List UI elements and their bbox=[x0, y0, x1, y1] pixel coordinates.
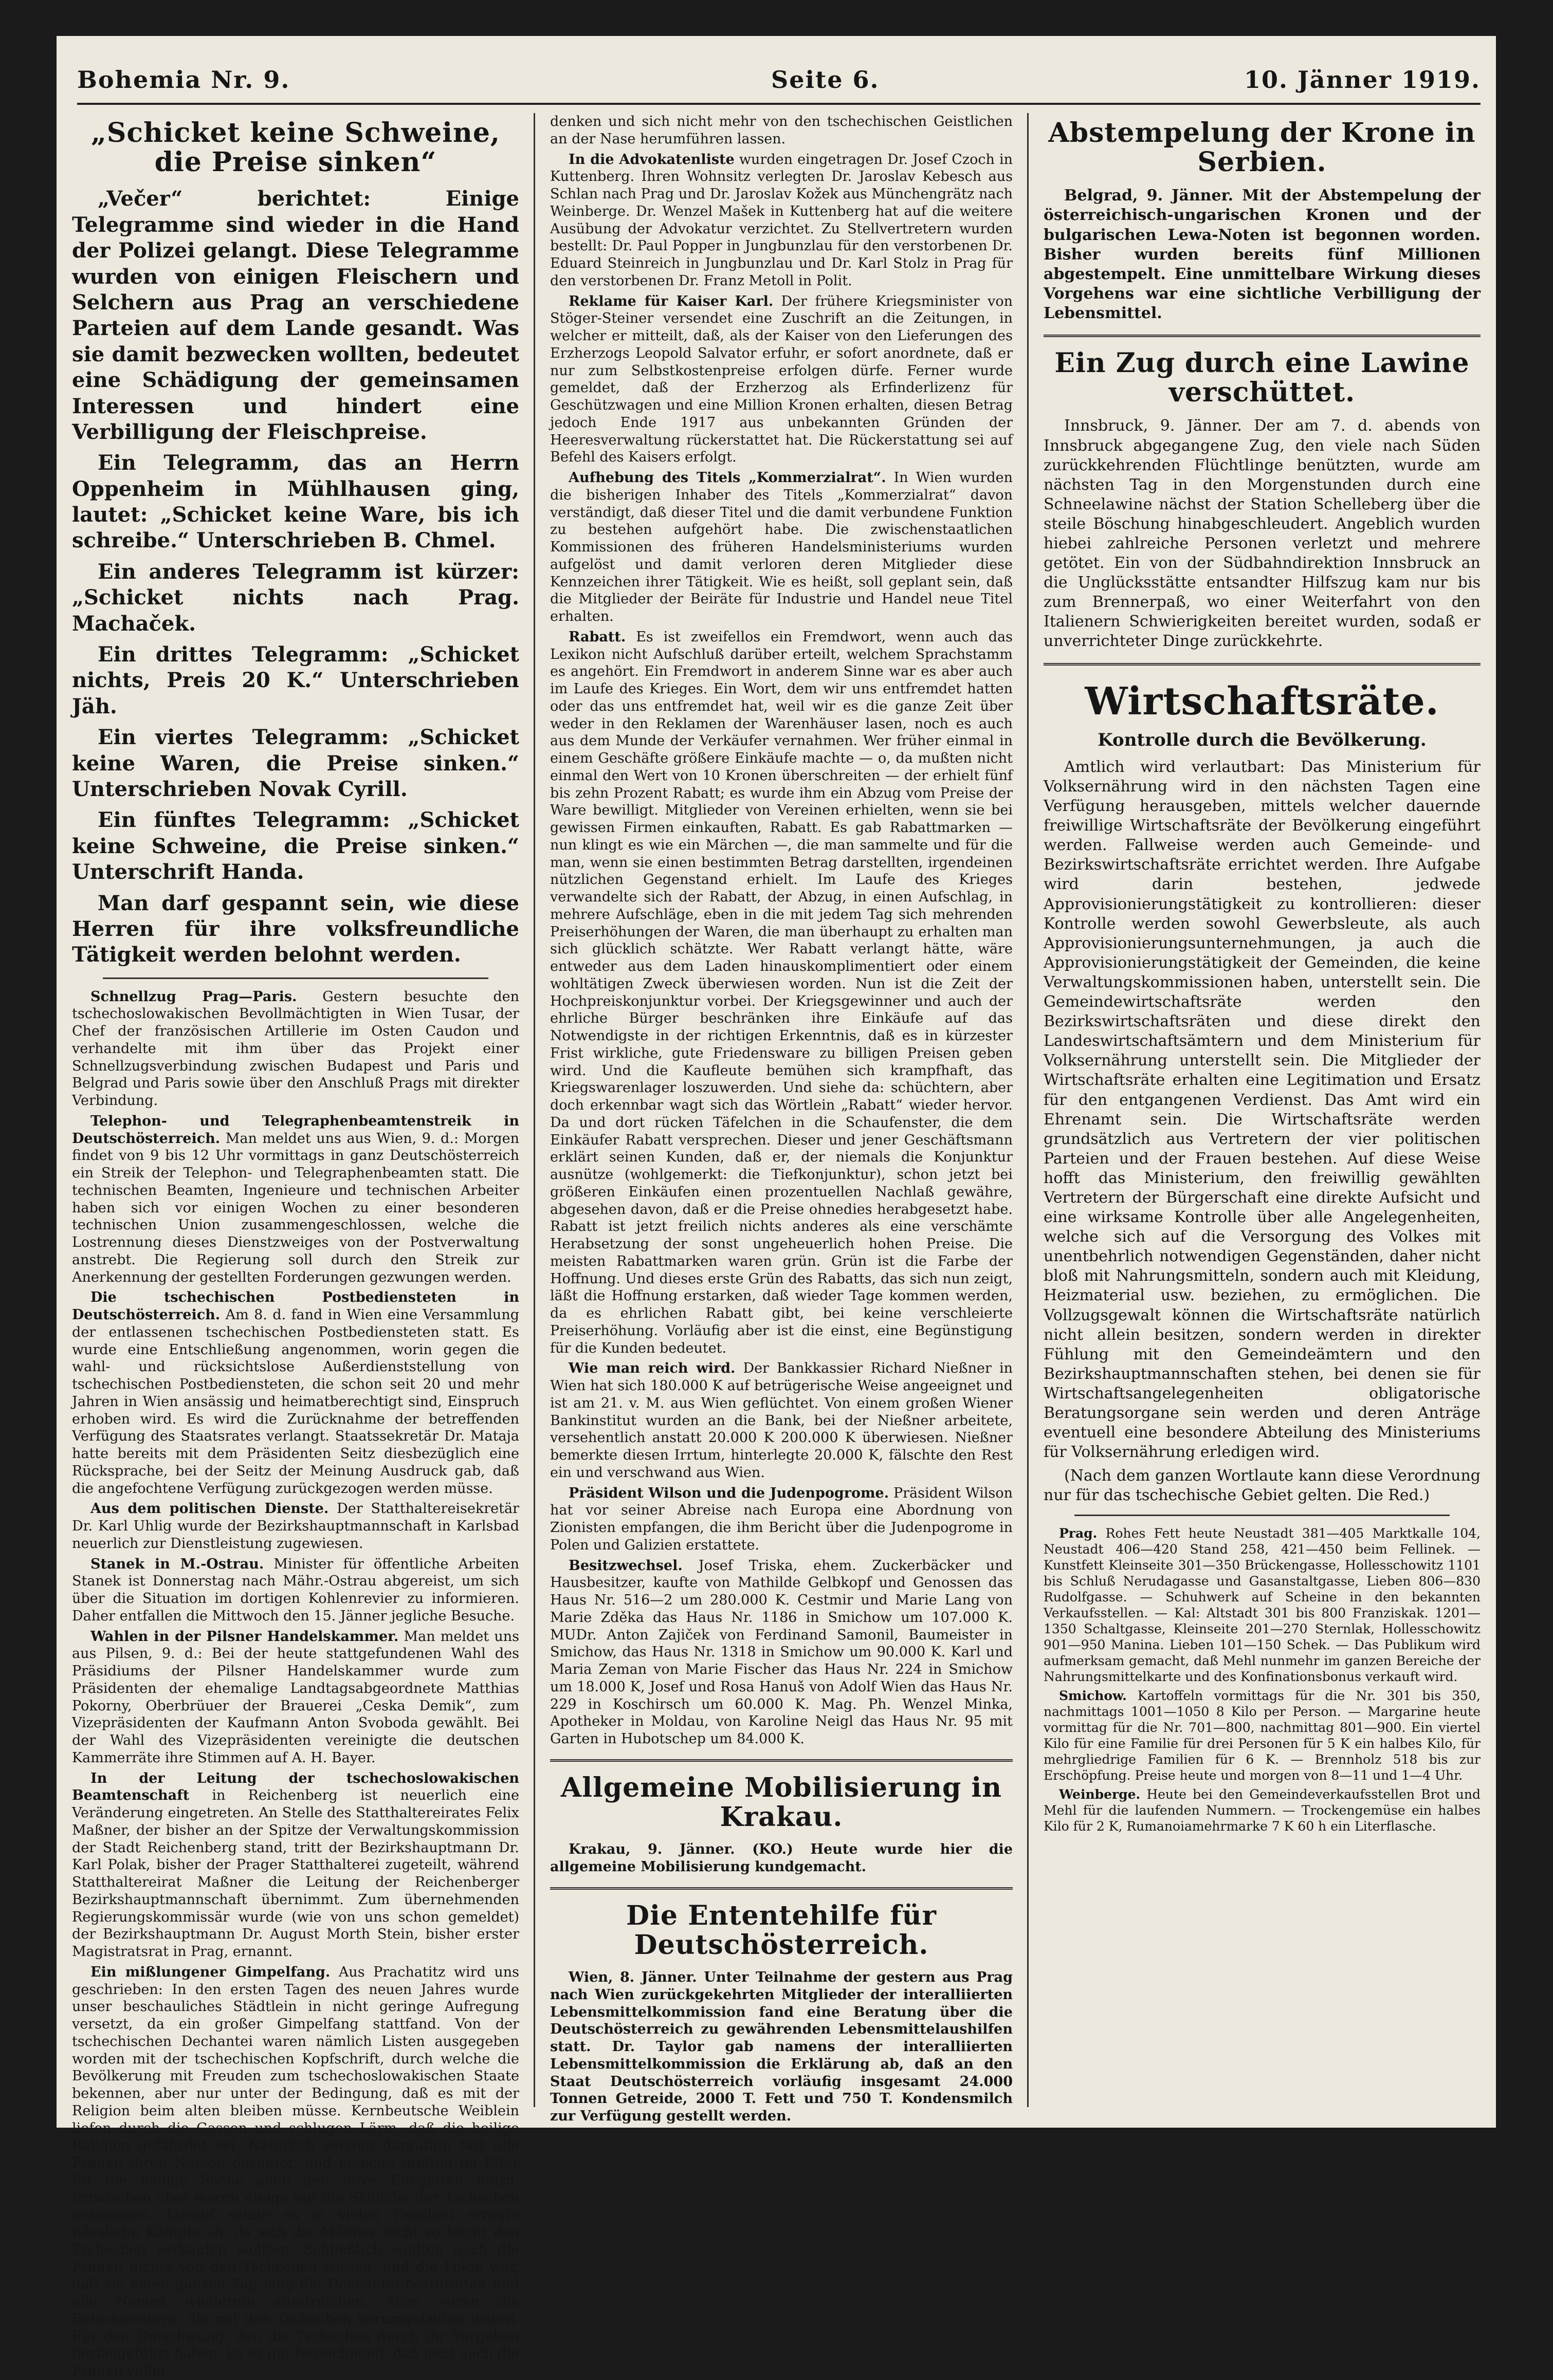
brief-text: Gestern besuchte den tschechoslowakischen Bevollmächtigten in Wien Tusar, der Chef der französischen Artillerie im Osten Caudon und verhandelte mit ihm über das Projekt einer Schnellzugsverbindung zwischen Budapest und Paris und Belgrad und Paris sowie über den Anschluß Prags mit direkter Verbindung. bbox=[72, 988, 519, 1109]
brief-lead: Besitzwechsel. bbox=[569, 1557, 683, 1574]
separator bbox=[1044, 663, 1481, 666]
article-subtitle: Kontrolle durch die Bevölkerung. bbox=[1098, 729, 1427, 750]
article-body bbox=[1044, 758, 1481, 1506]
brief-lead: In der Leitung der tschechoslowakischen Beamtenschaft bbox=[72, 1770, 519, 1804]
news-brief bbox=[550, 1557, 1013, 1748]
brief-lead: Prag. bbox=[1059, 1526, 1098, 1541]
news-brief bbox=[550, 1360, 1013, 1481]
brief-text: wurden eingetragen Dr. Josef Czoch in Kuttenberg. Ihren Wohnsitz verlegten Dr. Jaroslav Kebesch aus Schlan nach Prag und Dr. Jaroslav Kožek aus Münchengrätz nach Weinberge. Dr. Wenzel Mašek in Kuttenberg hat auf die weitere Ausübung der Advokatur verzichtet. Zu Stellvertretern wurden bestellt: Dr. Paul Popper in Jungbunzlau für den verstorbenen Dr. Eduard Steinreich in Jungbunzlau und Dr. Karl Stolz in Prag für den verstorbenen Dr. Franz Metoll in Polit. bbox=[550, 151, 1013, 289]
paragraph: Amtlich wird verlautbart: Das Ministerium für Volksernährung wird in den nächsten Tagen eine Verfügung herausgeben, mittels welcher dauernde freiwillige Wirtschaftsräte der Bevölkerung eingeführt werden. Fallweise werden auch Gemeinde- und Bezirkswirtschaftsräte errichtet werden. Ihre Aufgabe wird darin bestehen, jedwede Approvisionierungstätigkeit zu kontrollieren: dieser Kontrolle werden sowohl Gewerbsleute, als auch Approvisionierungsunternehmungen, ja auch die Approvisionierungstätigkeit der Gemeinden, die keine Verwaltungskommissionen haben, unterstellt sein. Die Gemeindewirtschaftsräte werden den Bezirkswirtschaftsräten und diese direkt den Landeswirtschaftsämtern und dem Ministerium für Volksernährung unterstellt sein. Die Mitglieder der Wirtschaftsräte erhalten eine Legitimation und Ersatz für den entgangenen Verdienst. Das Amt wird ein Ehrenamt sein. Die Wirtschaftsräte werden grundsätzlich aus Vertretern der vier politischen Parteien und der Frauen bestehen. Auf diese Weise hofft das Ministerium, den freiwillig gewählten Vertretern der Bürgerschaft eine direkte Aufsicht und eine wirksame Kontrolle über alle Angelegenheiten, welche sich auf die Versorgung des Volkes mit unentbehrlich notwendigen Gegenständen, daher nicht bloß mit Nahrungsmitteln, sondern auch mit Kleidung, Heizmaterial usw. beziehen, zu ermöglichen. Die Vollzugsgewalt können die Wirtschaftsräte natürlich nicht allein besitzen, sondern werden in direkter Fühlung mit den Gemeindeämtern und den Bezirkshauptmannschaften stehen, bei denen sie für Wirtschaftsangelegenheiten obligatorische Beratungsorgane sein werden und deren Anträge eventuell eine besondere Abteilung des Ministeriums für Volksernährung erledigen wird. bbox=[1044, 758, 1481, 1462]
separator bbox=[1044, 335, 1481, 337]
paragraph: (Nach dem ganzen Wortlaute kann diese Verordnung nur für das tschechische Gebiet gelten. Die Red.) bbox=[1044, 1467, 1481, 1505]
header-page-number: Seite 6. bbox=[771, 66, 880, 94]
brief-lead: Stanek in M.-Ostrau. bbox=[90, 1556, 264, 1572]
brief-text: Man meldet uns aus Wien, 9. d.: Morgen findet von 9 bis 12 Uhr vormittags in ganz Deutschösterreich ein Streik der Telephon- und Telegraphenbeamten statt. Die technischen Beamten, Ingenieure und technischen Arbeiter haben sich vor einigen Wochen zu einer besonderen technischen Union zusammengeschlossen, welche die Lostrennung dieses Dienstzweiges von der Postverwaltung anstrebt. Die Regierung soll durch den Streik zur Anerkennung der gestellten Forderungen gezwungen werden. bbox=[72, 1130, 519, 1285]
news-brief bbox=[550, 629, 1013, 1357]
news-brief bbox=[72, 1964, 519, 2380]
news-brief bbox=[550, 151, 1013, 290]
article-text: Wien, 8. Jänner. Unter Teilnahme der gestern aus Prag nach Wien zurückgekehrten Mitglieder der interalliierten Lebensmittelkommission fand eine Beratung über die Deutschösterreich zu gewährenden Lebensmittelaushilfen statt. Dr. Taylor gab namens der interalliierten Lebensmittelkommission die Erklärung ab, daß an den Staat Deutschösterreich vorläufig insgesamt 24.000 Tonnen Getreide, 2000 T. Fett und 750 T. Kondensmilch zur Verfügung gestellt werden. bbox=[550, 1969, 1013, 2124]
article-title: „Schicket keine Schweine, die Preise sinken“ bbox=[90, 117, 501, 178]
brief-text: In Wien wurden die bisherigen Inhaber des Titels „Kommerzialrat“ davon verständigt, daß dieser Titel und die damit verbundene Funktion zu bestehen aufgehört habe. Die zwischenstaatlichen Kommissionen des früheren Handelsministeriums wurden aufgelöst und damit verloren deren Mitglieder diese Kennzeichen ihrer Tätigkeit. Wie es heißt, soll geplant sein, daß die Mitglieder der Beiräte für Industrie und Handel neue Titel erhalten. bbox=[550, 470, 1013, 624]
column-1 bbox=[72, 113, 519, 2379]
paragraph: „Večer“ berichtet: Einige Telegramme sind wieder in die Hand der Polizei gelangt. Diese Telegramme wurden von einigen Fleischern und Selchern aus Prag an verschiedene Parteien auf dem Lande gesandt. Was sie damit bezwecken wollten, bedeutet eine Schädigung der gemeinsamen Interessen und hindert eine Verbilligung der Fleischpreise. bbox=[72, 187, 519, 444]
brief-text: Heute bei den Gemeindeverkaufsstellen Brot und Mehl für die laufenden Nummern. — Trockengemüse ein halbes Kilo für 2 K, Rumanoiamehrmarke 7 K 60 h ein Literflasche. bbox=[1044, 1787, 1481, 1834]
news-brief bbox=[550, 293, 1013, 467]
news-brief bbox=[72, 1113, 519, 1286]
column-rule bbox=[534, 113, 535, 2107]
paragraph: Man darf gespannt sein, wie diese Herren für ihre volksfreundliche Tätigkeit werden belohnt werden. bbox=[72, 891, 519, 967]
brief-lead: Präsident Wilson und die Judenpogrome. bbox=[569, 1485, 889, 1501]
paragraph: Ein viertes Telegramm: „Schicket keine Waren, die Preise sinken.“ Unterschrieben Novak Cyrill. bbox=[72, 725, 519, 801]
news-brief bbox=[72, 1500, 519, 1552]
article-title: Wirtschaftsräte. bbox=[1085, 679, 1439, 724]
article-body bbox=[72, 186, 519, 968]
brief-lead: Ein mißlungener Gimpelfang. bbox=[90, 1964, 331, 1980]
news-brief bbox=[72, 1628, 519, 1767]
newspaper-page bbox=[57, 36, 1496, 2379]
news-brief bbox=[550, 1485, 1013, 1554]
separator bbox=[1074, 1515, 1450, 1516]
brief-lead: Smichow. bbox=[1059, 1688, 1127, 1704]
news-briefs bbox=[72, 988, 519, 2380]
brief-lead: Wahlen in der Pilsner Handelskammer. bbox=[90, 1628, 399, 1645]
news-brief bbox=[72, 1556, 519, 1625]
news-brief bbox=[550, 469, 1013, 625]
article-title: Abstempelung der Krone in Serbien. bbox=[1048, 117, 1476, 178]
news-briefs bbox=[550, 151, 1013, 1748]
brief-text: Rohes Fett heute Neustadt 381—405 Marktkalle 104, Neustadt 406—420 Stand 258, 421—450 beim Fellinek. — Kunstfett Kleinseite 301—350 Brückengasse, Hollesschowitz 1101 bis Schluß Nerudagasse und Gasanstaltgasse, Lieben 806—830 Rudolfgasse. — Schuhwerk auf Scheine in den bekannten Verkaufsstellen. — Kal: Altstadt 301 bis 800 Franziskak. 1201—1350 Schaltgasse, Kleinseite 201—270 Sternlak, Hollesschowitz 901—950 Manina. Lieben 101—150 Schek. — Das Publikum wird aufmerksam gemacht, daß Mehl nunmehr im ganzen Bereiche der Nahrungsmittelkarte und des Konfinationsbonus verkauft wird. bbox=[1044, 1526, 1481, 1685]
brief-lead: In die Advokatenliste bbox=[569, 151, 735, 168]
brief-text: in Reichenberg ist neuerlich eine Veränderung eingetreten. An Stelle des Statthaltereirates Felix Maßner, der bisher an der Spitze der Verwaltungskommission der Stadt Reichenberg stand, tritt der Bezirkshauptmann Dr. Karl Polak, bisher der Prager Statthalterei zugeteilt, während Statthaltereirat Maßner die Leitung der Reichenberger Bezirkshauptmannschaft übernimmt. Zum übernehmenden Regierungskommissär wurde (wie von uns schon gemeldet) der Bezirkshauptmann Dr. August Morth Stein, bisher erster Magistratsrat in Prag, ernannt. bbox=[72, 1787, 519, 1960]
separator bbox=[550, 1887, 1013, 1890]
news-brief bbox=[1044, 1525, 1481, 1685]
brief-lead: Weinberge. bbox=[1059, 1787, 1141, 1802]
news-brief bbox=[72, 1770, 519, 1961]
brief-lead: Schnellzug Prag—Paris. bbox=[90, 988, 297, 1005]
brief-text: Der Statthaltereisekretär Dr. Karl Uhlig wurde der Bezirkshauptmannschaft in Karlsbad neuerlich zur Dienstleistung zugewiesen. bbox=[72, 1501, 519, 1552]
brief-lead: Reklame für Kaiser Karl. bbox=[569, 293, 774, 309]
article-title: Ein Zug durch eine Lawine verschüttet. bbox=[1054, 347, 1470, 409]
brief-text: Josef Triska, ehem. Zuckerbäcker und Hausbesitzer, kaufte von Mathilde Gelbkopf und Genossen das Haus Nr. 516—2 um 280.000 K. Cestmir und Marie Lang von Marie Zděka das Haus Nr. 1186 in Smichow um 107.000 K. MUDr. Anton Zajiček von Ferdinand Samonil, Baumeister in Smichow, das Haus Nr. 1318 in Smichow um 90.000 K. Karl und Maria Zeman von Marie Fischer das Haus Nr. 224 in Smichow um 18.000 K, Josef und Rosa Hanuš von Adolf Wien das Haus Nr. 229 in Koschirsch um 60.000 K. Mag. Ph. Wenzel Minka, Apotheker in Moldau, von Karoline Neigl das Haus Nr. 95 mit Garten in Hubotschep um 84.000 K. bbox=[550, 1557, 1013, 1747]
news-briefs bbox=[1044, 1525, 1481, 1834]
separator bbox=[103, 977, 488, 979]
brief-text: Es ist zweifellos ein Fremdwort, wenn auch das Lexikon nicht Aufschluß darüber erteilt, welchem Sprachstamm es angehört. Ein Fremdwort in anderem Sinne war es aber auch im Laufe des Krieges. Ein Wort, dem wir uns entfremdet hatten oder das uns entfremdet hat, weil wir es die ganze Zeit über weder in den Reklamen der Warenhäuser lasen, noch es auch aus dem Munde der Verkäufer vernahmen. Wer früher einmal in einem Geschäfte größere Einkäufe machte — o, da mußten nicht einmal den Wert von 10 Kronen überschreiten — der erhielt fünf bis zehn Prozent Rabatt; es wurde ihm ein Abzug vom Preise der Ware bewilligt. Mitglieder von Vereinen erhielten, wenn sie bei gewissen Firmen einkauften, Rabatt. Es gab Rabattmarken — nun klingt es wie ein Märchen —, die man sammelte und für die man, wenn sie einen bestimmten Betrag darstellten, irgendeinen nützlichen Gegenstand erhielt. Im Laufe des Krieges verwandelte sich der Rabatt, der Abzug, in einen Aufschlag, in mehrere Aufschläge, eben in die mit jedem Tag sich mehrenden Preiserhöhungen der Waren, die man überhaupt zu erhalten man sich glücklich schätzte. Wer Rabatt verlangt hätte, wäre entweder aus dem Laden hinauskomplimentiert oder einem wohltätigen Zweck überwiesen worden. Nun ist die Zeit der Hochpreiskonjunktur vorbei. Der Kriegsgewinner und auch der ehrliche Bürger beschränken ihre Einkäufe auf das Notwendigste in der richtigen Erkenntnis, daß es in kürzester Frist wirkliche, gute Friedensware zu billigen Preisen geben wird. Und die Kaufleute bemühen sich krampfhaft, das Kriegswarenlager loszuwerden. Und siehe da: schüchtern, aber doch erkennbar wagt sich das Wörtlein „Rabatt“ wieder hervor. Da und dort rücken Täfelchen in die Schaufenster, die dem Einkäufer Rabatt versprechen. Dieser und jener Geschäftsmann erklärt seinen Kunden, daß er, der niemals die Konjunktur ausnütze (wohlgemerkt: die Tiefkonjunktur), schon jetzt bei größeren Einkäufen einen prozentuellen Nachlaß gewähre, abgesehen davon, daß er die Preise ohnedies herabgesetzt habe. Rabatt ist jetzt freilich nichts anderes als eine verschämte Herabsetzung der sonst ungeheuerlich hohen Preise. Die meisten Rabattmarken waren grün. Grün ist die Farbe der Hoffnung. Und dieses erste Grün des Rabatts, das sich nun zeigt, läßt die Hoffnung erstarken, daß wieder Tage kommen werden, da es ehrlichen Rabatt gibt, bei keine verschleierte Preiserhöhung. Vorläufig aber ist die einst, eine Begünstigung für die Kunden bedeutet. bbox=[550, 629, 1013, 1356]
brief-text: Der frühere Kriegsminister von Stöger-Steiner versendet eine Zuschrift an die Zeitungen, in welcher er mitteilt, daß, als der Kaiser von den Lieferungen des Erzherzogs Leopold Salvator erfuhr, er sofort anordnete, daß er nur zum Selbstkostenpreise erfolgen dürfe. Ferner wurde gemeldet, daß der Erzherzog als Erfinderlizenz für Geschützwagen und eine Million Kronen erhalten, diesen Betrag jedoch Ende 1917 aus unbekannten Gründen der Heeresverwaltung rückerstattet hat. Die Rückerstattung sei auf Befehl des Kaisers erfolgt. bbox=[550, 293, 1013, 466]
brief-lead: Die tschechischen Postbediensteten in Deutschösterreich. bbox=[72, 1289, 519, 1323]
article-title: Die Ententehilfe für Deutschösterreich. bbox=[626, 1899, 937, 1961]
brief-text: Minister für öffentliche Arbeiten Stanek ist Donnerstag nach Mähr.-Ostrau abgereist, um sich über die Situation im dortigen Kohlenrevier zu informieren. Daher entfallen die Mittwoch den 15. Jänner jegliche Besuche. bbox=[72, 1556, 519, 1624]
brief-text: Kartoffeln vormittags für die Nr. 301 bis 350, nachmittags 1001—1050 8 Kilo per Person. — Margarine heute vormittag für die Nr. 701—800, nachmittag 801—900. Ein viertel Kilo für eine Familie für drei Personen für 5 K ein halbes Kilo, für mehrgliedrige Familien für 6 K. — Brennholz 518 bis zur Erschöpfung. Preise heute und morgen von 8—11 und 1—4 Uhr. bbox=[1044, 1688, 1481, 1783]
news-brief bbox=[72, 1289, 519, 1497]
paragraph: Ein drittes Telegramm: „Schicket nichts, Preis 20 K.“ Unterschrieben Jäh. bbox=[72, 642, 519, 718]
paragraph: Ein Telegramm, das an Herrn Oppenheim in Mühlhausen ging, lautet: „Schicket keine Ware, bis ich schreibe.“ Unterschrieben B. Chmel. bbox=[72, 451, 519, 553]
header-date: 10. Jänner 1919. bbox=[1244, 66, 1481, 94]
article-text: Krakau, 9. Jänner. (KO.) Heute wurde hier die allgemeine Mobilisierung kundgemacht. bbox=[550, 1841, 1013, 1875]
header-rule bbox=[77, 103, 1481, 105]
brief-text: Präsident Wilson hat vor seiner Abreise nach Europa eine Abordnung von Zionisten empfangen, die ihm Bericht über die Judenpogrome in Polen und Galizien erstattete. bbox=[550, 1485, 1013, 1553]
brief-lead: Rabatt. bbox=[569, 629, 626, 645]
column-rule bbox=[1027, 113, 1029, 2107]
article-text: Innsbruck, 9. Jänner. Der am 7. d. abends von Innsbruck abgegangene Zug, den viele nach Süden zurückkehrenden Flüchtlinge benützten, wurde am nächsten Tag in den Morgenstunden durch eine Schneelawine nächst der Station Schelleberg über die steile Böschung hinabgeschleudert. Angeblich wurden hiebei zahlreiche Personen verletzt und mehrere getötet. Ein von der Südbahndirektion Innsbruck an die Unglücksstätte entsandter Hilfszug kam nur bis zum Brennerpaß, wo einer Weiterfahrt von den Italienern Schwierigkeiten bereitet wurden, sodaß er unverrichteter Dinge zurückkehrte. bbox=[1044, 417, 1481, 651]
brief-lead: Aus dem politischen Dienste. bbox=[90, 1501, 329, 1517]
brief-text: Man meldet uns aus Pilsen, 9. d.: Bei der heute stattgefundenen Wahl des Präsidiums der Pilsner Handelskammer wurde zum Präsidenten der ehemalige Landtagsabgeordnete Matthias Pokorny, Oberbrüuer der Brauerei „Ceska Demik“, zum Vizepräsidenten der Kaufmann Anton Svoboda gewählt. Bei der Wahl des Vizepräsidenten vereinigte die deutschen Kammerräte ihre Stimmen auf A. H. Bayer. bbox=[72, 1628, 519, 1766]
separator bbox=[550, 1759, 1013, 1762]
news-brief bbox=[1044, 1786, 1481, 1834]
brief-text: Aus Prachatitz wird uns geschrieben: In den ersten Tagen des neuen Jahres wurde unser beschauliches Städtlein in nicht geringe Aufregung versetzt, da ein großer Gimpelfang stattfand. Von der tschechischen Dechantei waren nämlich Listen ausgegeben worden mit der tschechischen Kopfschrift, durch welche die Bevölkerung mit Freuden zum tschechoslowakischen Staate bekennen, aber nur unter der Bedingung, daß es mit der Religion beim alten bleiben müsse. Kernbeutsche Weiblein liefen durch die Gassen und schlugen Lärm, daß die heilige Religion gefährdet sei. Natürlich setzten daraufhin fast alle Frauen ihren Namen darunter, und manche tüpften im Eifer für die heilige Sache auch den ihres Ehegatten hinzu. Inzwischen aber waren einige auf die Schliche der Tschechen gekommen. Darauf setzte es in vielen Familien erregte häusliche Kämpfe ab, da sich die Männer nicht so leicht den Tschechen verkaufen wollten. Schließlich wollten auch die Frauen nichts von den Tschechen wissen, und die Folge war, daß sie einen ganzen Tag lang die Dechantei bestürmten und alle Namen wiederum ausstreichen, allen voran die Betschwestern, die mit den Tschechen herumgelaufen waren. Für den Umschwung, den die Tschechen durch ihr Vorgehen herbeigeführt haben, ist es gut bezeichnend, daß jetzt auch die Frauen völlig bbox=[72, 1964, 519, 2379]
brief-lead: Aufhebung des Titels „Kommerzialrat“. bbox=[569, 470, 886, 486]
column-3 bbox=[1044, 113, 1481, 2112]
news-brief bbox=[72, 988, 519, 1110]
brief-lead: Telephon- und Telegraphenbeamtenstreik in Deutschösterreich. bbox=[72, 1113, 519, 1147]
column-2 bbox=[550, 113, 1013, 2124]
continued-text: denken und sich nicht mehr von den tschechischen Geistlichen an der Nase herumführen lassen. bbox=[550, 114, 1013, 147]
paragraph: Ein anderes Telegramm ist kürzer: „Schicket nichts nach Prag. Machaček. bbox=[72, 559, 519, 636]
news-brief bbox=[1044, 1688, 1481, 1783]
article-text: Belgrad, 9. Jänner. Mit der Abstempelung der österreichisch-ungarischen Kronen und der bulgarischen Lewa-Noten ist begonnen worden. Bisher wurden bereits fünf Millionen abgestempelt. Eine unmittelbare Wirkung dieses Vorgehens war eine sichtliche Verbilligung der Lebensmittel. bbox=[1044, 187, 1481, 322]
article-title: Allgemeine Mobilisierung in Krakau. bbox=[560, 1772, 1002, 1833]
paragraph: Ein fünftes Telegramm: „Schicket keine Schweine, die Preise sinken.“ Unterschrift Handa. bbox=[72, 808, 519, 884]
brief-text: Am 8. d. fand in Wien eine Versammlung der entlassenen tschechischen Postbediensteten statt. Es wurde eine Entschließung angenommen, worin gegen die wahl- und rücksichtslose Außerdienststellung von tschechischen Postbediensteten, die schon seit 20 und mehr Jahren in Wien ansässig und heimatberechtigt sind, Einspruch erhoben wird. Es wird die Zurücknahme der betreffenden Verfügung des Staatsrates verlangt. Staatssekretär Dr. Mataja hatte bereits mit dem Präsidenten Seitz diesbezüglich eine Rücksprache, bei der Seitz der Meinung Ausdruck gab, daß die angefochtene Verfügung zurückgezogen werden müsse. bbox=[72, 1307, 519, 1497]
brief-lead: Wie man reich wird. bbox=[569, 1360, 736, 1377]
brief-text: Der Bankkassier Richard Nießner in Wien hat sich 180.000 K auf betrügerische Weise angeeignet und ist am 21. v. M. aus Wien geflüchtet. Von einem großen Wiener Bankinstitut wurden an die Bank, bei der Nießner arbeitete, versehentlich anstatt 20.000 K 200.000 K überwiesen. Nießner bemerkte diesen Irrtum, hinterlegte 20.000 K, fälschte den Rest ein und verschwand aus Wien. bbox=[550, 1360, 1013, 1481]
header-paper-name: Bohemia Nr. 9. bbox=[77, 66, 290, 94]
page-header bbox=[77, 66, 1481, 107]
